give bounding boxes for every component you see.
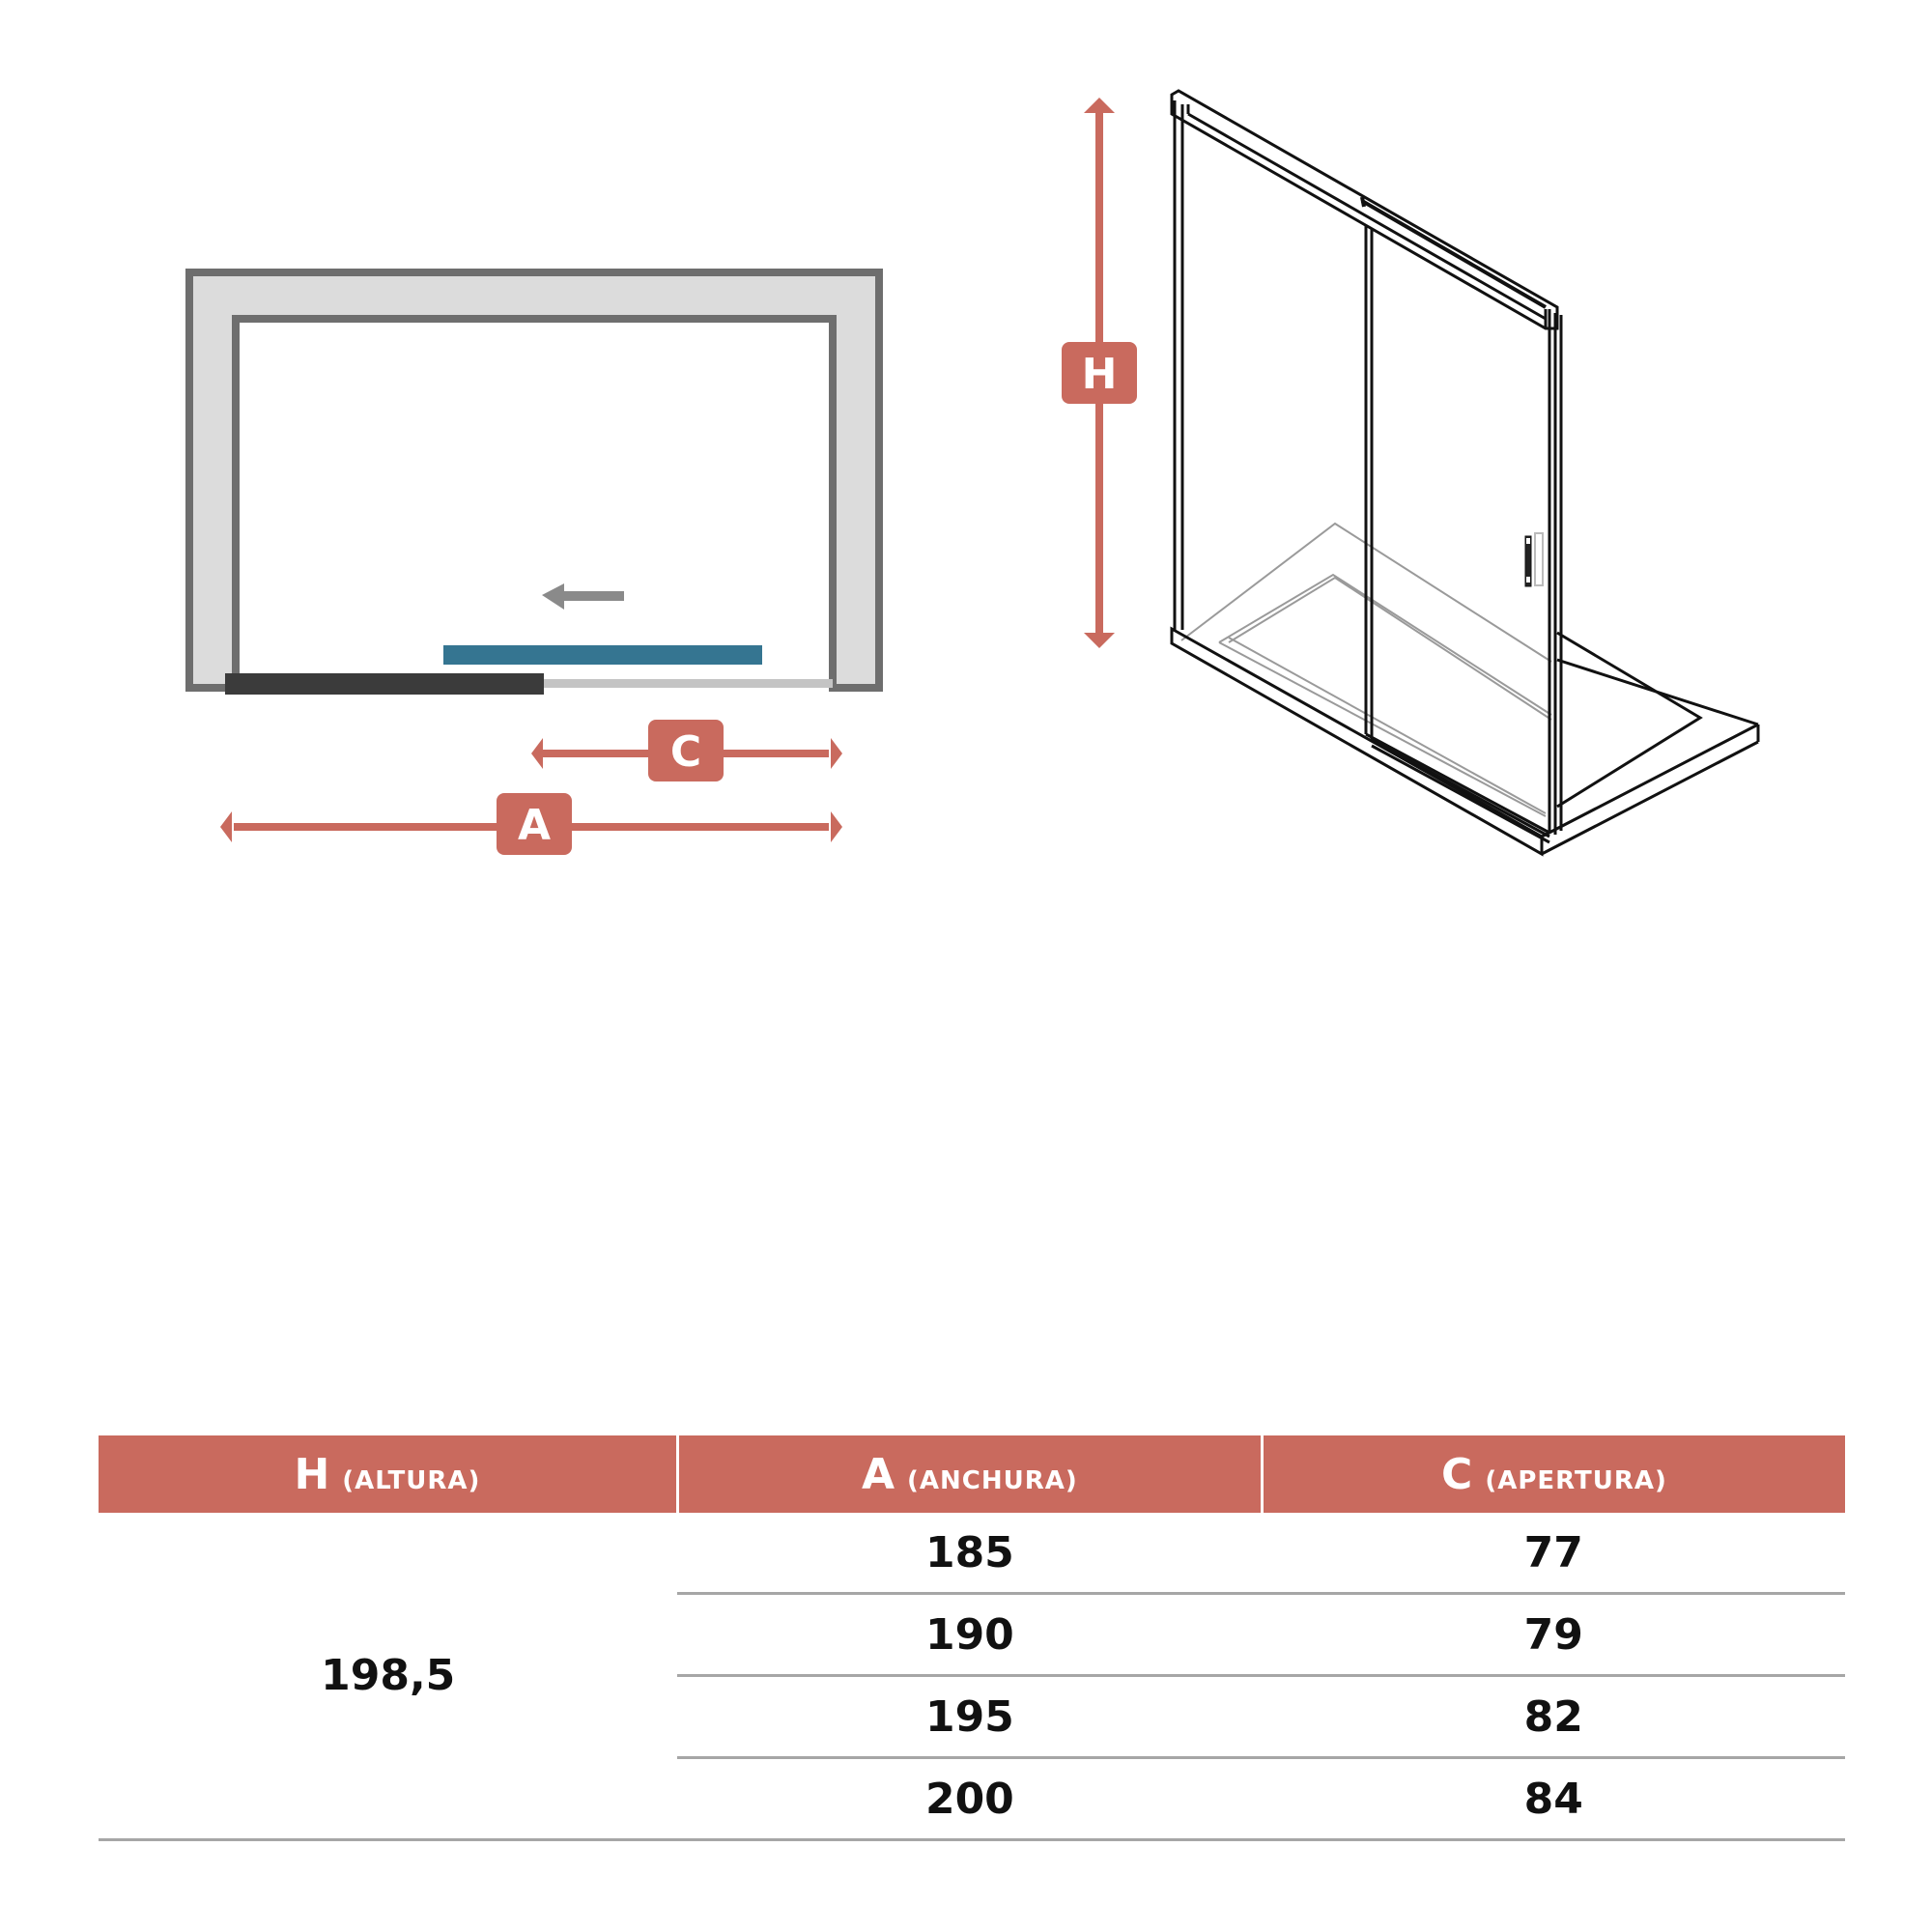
apertura-cell: 79 xyxy=(1262,1594,1845,1676)
header-altura xyxy=(99,1435,677,1513)
header-anchura xyxy=(677,1435,1262,1513)
isometric-view xyxy=(1062,91,1758,854)
anchura-cell: 200 xyxy=(677,1758,1262,1840)
plan-view xyxy=(189,272,879,855)
fixed-glass-panel xyxy=(225,673,544,695)
table-row xyxy=(99,1513,1845,1594)
arrow-left-icon xyxy=(542,583,624,610)
anchura-cell: 195 xyxy=(677,1676,1262,1758)
track-line xyxy=(541,679,833,688)
dimension-a xyxy=(220,793,842,855)
dimension-c xyxy=(531,720,842,781)
dimension-a-label: A xyxy=(517,801,552,850)
header-anchura-letter: A xyxy=(861,1449,896,1499)
dimension-h xyxy=(1062,98,1137,648)
header-anchura-label: (ANCHURA) xyxy=(907,1465,1078,1495)
dimension-h-label: H xyxy=(1081,350,1118,399)
spec-table xyxy=(99,1435,1845,1841)
height-value-cell: 198,5 xyxy=(99,1513,677,1840)
header-apertura-label: (APERTURA) xyxy=(1485,1465,1667,1495)
sliding-glass-panel xyxy=(443,645,762,665)
apertura-cell: 82 xyxy=(1262,1676,1845,1758)
anchura-cell: 185 xyxy=(677,1513,1262,1594)
dimension-c-label: C xyxy=(669,727,702,777)
anchura-cell: 190 xyxy=(677,1594,1262,1676)
wall-outline xyxy=(189,272,879,688)
header-altura-letter: H xyxy=(294,1449,331,1499)
sliding-door-frame xyxy=(1366,226,1561,842)
header-apertura-letter: C xyxy=(1441,1449,1474,1499)
table-header-row xyxy=(99,1435,1845,1513)
apertura-cell: 84 xyxy=(1262,1758,1845,1840)
header-apertura xyxy=(1262,1435,1845,1513)
apertura-cell: 77 xyxy=(1262,1513,1845,1594)
header-altura-label: (ALTURA) xyxy=(342,1465,481,1495)
door-handle-icon xyxy=(1525,533,1543,586)
